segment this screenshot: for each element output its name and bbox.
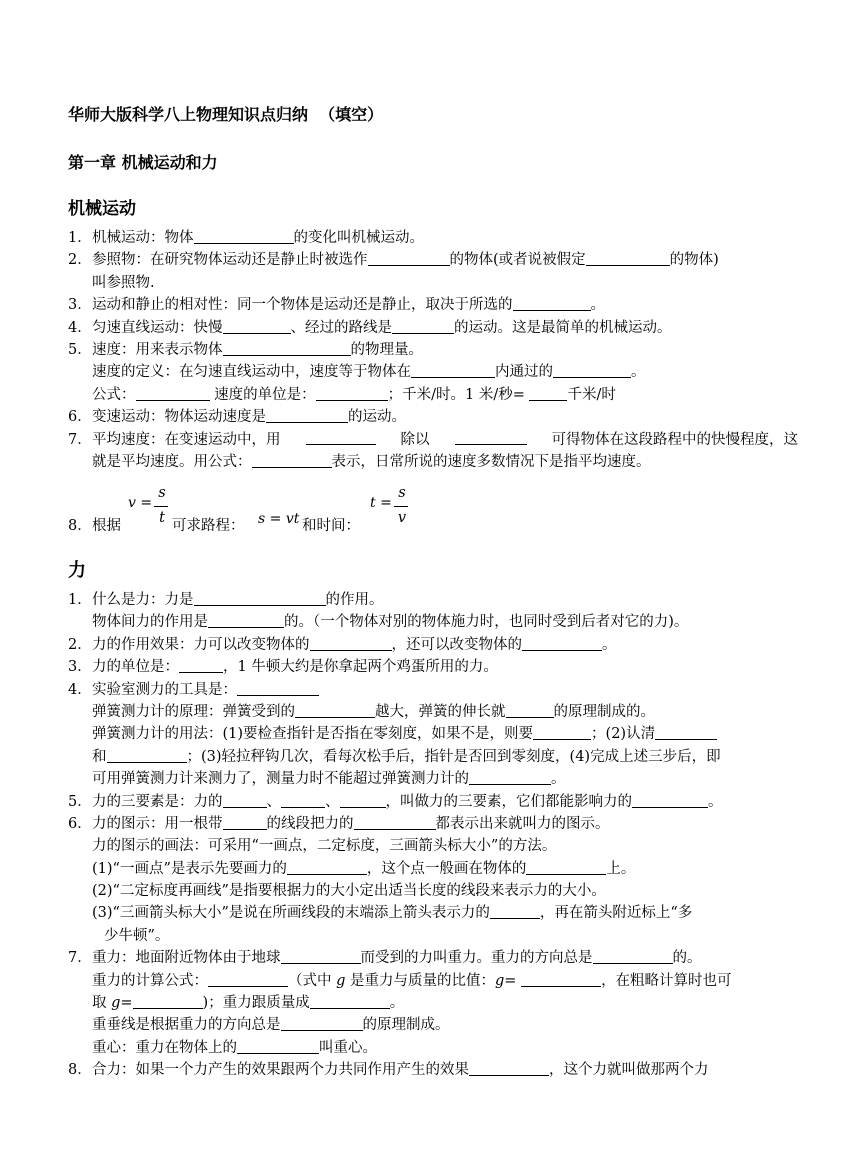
- blank[interactable]: [316, 385, 388, 401]
- list-item: (1)“一画点”是表示先要画力的 ，这个点一般画在物体的 上。: [92, 860, 636, 877]
- list-item: 和 ；(3)轻拉秤钩几次，看每次松手后，指针是否回到零刻度，(4)完成上述三步后，即: [92, 748, 721, 765]
- blank[interactable]: [632, 792, 708, 808]
- formula-denominator: v: [397, 510, 407, 526]
- blank[interactable]: [310, 993, 390, 1009]
- blank[interactable]: [553, 362, 631, 378]
- list-item: 重垂线是根据重力的方向总是 的原理制成。: [92, 1017, 450, 1034]
- list-item: 力的图示的画法：可采用“一画点，二定标度，三画箭头标大小”的方法。: [92, 838, 557, 855]
- list-item: 4． 实验室测力的工具是：: [68, 679, 798, 701]
- formula-numerator: s: [158, 485, 166, 501]
- section-heading-mechanical-motion: 机械运动: [68, 199, 136, 219]
- blank[interactable]: [208, 612, 284, 628]
- list-item: 重力的计算公式： （式中 g 是重力与质量的比值：g= ，在粗略计算时也可: [92, 972, 732, 989]
- blank[interactable]: [281, 1015, 363, 1031]
- list-item: 少牛顿”。: [104, 927, 170, 944]
- blank[interactable]: [208, 971, 288, 987]
- section-heading-force: 力: [68, 560, 86, 581]
- blank[interactable]: [586, 250, 670, 266]
- blank[interactable]: [521, 971, 601, 987]
- fraction-bar: [154, 506, 168, 507]
- blank[interactable]: [179, 657, 223, 673]
- list-item: 2． 力的作用效果：力可以改变物体的 ，还可以改变物体的 。: [68, 636, 617, 653]
- list-item: (3)“三画箭头标大小”是说在所画线段的末端添上箭头表示力的 ，再在箭头附近标上“多: [92, 905, 693, 922]
- blank[interactable]: [237, 680, 319, 696]
- list-item: 弹簧测力计的用法：(1)要检查指针是否指在零刻度，如果不是，则要 ；(2)认清: [68, 723, 798, 745]
- force-list: [68, 589, 798, 1082]
- mechanical-motion-list: [68, 227, 798, 473]
- list-item: 重心：重力在物体上的 叫重心。: [92, 1039, 377, 1056]
- blank[interactable]: [455, 429, 527, 445]
- list-item: 2． 参照物：在研究物体运动还是静止时被选作 的物体(或者说被假定 的物体): [68, 252, 719, 269]
- blank[interactable]: [526, 859, 606, 875]
- blank[interactable]: [136, 385, 210, 401]
- blank[interactable]: [522, 635, 602, 651]
- blank[interactable]: [252, 452, 332, 468]
- list-item: 叫参照物.: [92, 274, 155, 291]
- formula-svt: s = vt: [258, 511, 300, 527]
- blank[interactable]: [529, 385, 567, 401]
- fraction-bar: [394, 506, 408, 507]
- blank[interactable]: [223, 318, 291, 334]
- blank[interactable]: [223, 814, 267, 830]
- formula-t: t =: [370, 495, 392, 511]
- list-item: 6． 力的图示：用一根带 的线段把力的 都表示出来就叫力的图示。: [68, 815, 610, 832]
- blank[interactable]: [469, 1060, 549, 1076]
- list-item: 可用弹簧测力计来测力了，测量力时不能超过弹簧测力计的 。: [92, 771, 566, 788]
- list-item: 公式： 速度的单位是： ；千米/时。1 米/秒= 千米/时: [92, 386, 616, 403]
- blank[interactable]: [506, 702, 554, 718]
- blank[interactable]: [469, 769, 551, 785]
- list-item: 3． 力的单位是： ，1 牛顿大约是你拿起两个鸡蛋所用的力。: [68, 659, 498, 676]
- list-item: 速度的定义：在匀速直线运动中，速度等于物体在 内通过的 。: [92, 364, 646, 381]
- blank[interactable]: [194, 590, 326, 606]
- blank[interactable]: [133, 993, 203, 1009]
- list-item: 取 g= )；重力跟质量成 。: [92, 995, 405, 1012]
- document-title: 华师大版科学八上物理知识点归纳 （填空）: [68, 105, 384, 124]
- blank[interactable]: [340, 792, 386, 808]
- list-item: 8． 合力：如果一个力产生的效果跟两个力共同作用产生的效果 ，这个力就叫做那两个力: [68, 1062, 709, 1079]
- blank[interactable]: [281, 948, 361, 964]
- list-item: 6． 变速运动：物体运动速度是 的运动。: [68, 409, 406, 426]
- blank[interactable]: [223, 792, 267, 808]
- list-item: 4． 匀速直线运动：快慢 、经过的路线是 的运动。这是最简单的机械运动。: [68, 319, 672, 336]
- blank[interactable]: [306, 429, 376, 445]
- blank[interactable]: [411, 362, 495, 378]
- list-item: 弹簧测力计的原理：弹簧受到的 越大，弹簧的伸长就 的原理制成的。: [92, 703, 655, 720]
- list-item: 7． 重力：地面附近物体由于地球 而受到的力叫重力。重力的方向总是 的。: [68, 950, 702, 967]
- formula-numerator: s: [398, 485, 406, 501]
- list-item: 3． 运动和静止的相对性：同一个物体是运动还是静止，取决于所选的 。: [68, 297, 605, 314]
- list-item: 5． 力的三要素是：力的 、 、 ，叫做力的三要素，它们都能影响力的 。: [68, 793, 723, 810]
- list-item: 1． 什么是力：力是 的作用。: [68, 592, 384, 608]
- blank[interactable]: [237, 1038, 319, 1054]
- list-item: 1． 机械运动：物体 的变化叫机械运动。: [68, 230, 424, 246]
- blank[interactable]: [354, 814, 436, 830]
- list-item: 7． 平均速度：在变速运动中，用 除以 可得物体在这段路程中的快慢程度，这: [68, 429, 798, 451]
- blank[interactable]: [295, 702, 375, 718]
- blank[interactable]: [194, 228, 294, 244]
- blank[interactable]: [533, 724, 591, 740]
- list-item: (2)“二定标度再画线”是指要根据力的大小定出适当长度的线段来表示力的大小。: [92, 883, 606, 900]
- formula-denominator: t: [159, 510, 165, 526]
- blank[interactable]: [513, 295, 591, 311]
- blank[interactable]: [490, 903, 540, 919]
- blank[interactable]: [287, 859, 367, 875]
- list-item: 5． 速度：用来表示物体 的物理量。: [68, 341, 423, 358]
- blank[interactable]: [223, 340, 351, 356]
- formula-v: v =: [128, 495, 153, 511]
- blank[interactable]: [281, 792, 325, 808]
- chapter-heading: 第一章 机械运动和力: [68, 153, 218, 172]
- blank[interactable]: [593, 948, 673, 964]
- list-item: 物体间力的作用是 的。（一个物体对别的物体施力时，也同时受到后者对它的力)。: [92, 614, 689, 631]
- blank[interactable]: [266, 407, 348, 423]
- blank[interactable]: [655, 724, 717, 740]
- list-item: 就是平均速度。用公式： 表示，日常所说的速度多数情况下是指平均速度。: [92, 453, 651, 470]
- blank[interactable]: [107, 747, 187, 763]
- document-page: 华师大版科学八上物理知识点归纳 （填空） 第一章 机械运动和力 机械运动 1． 机械运动：物体 的变化叫机械运动。 2． 参照物：在研究物体运动还是静止时被选作 的物体(或者说被假定 的物体) 叫参照物. 3． 运动和静止的相对性：同一个物体是运动还是静止，取决于所选的 。 4． 匀速直线运动：快慢 、经过的路线是 的运动。这是最简单的机械运动。 5． 速度：用来表示物体 的物理量。 速度的定义：在匀速直线运动中，速度等于物体在 内通过的 。 公式： 速度的单位是： ；千米/时。1 米/秒= 千米/时 6． 变速运动：物体运动速度是 的运动。 7． 平均速度：在变速运动中，用 除以 可得物体在这段路程中的快慢程度，这 就是平均速度。用公式： 表示，日常所说的速度多数情况下是指平均速度。 8． 根据 v = s t 可求路程： s = vt 和时间： t = s v 力 1． 什么是力：力是 的作用。 物体间力的作用是 的。（一个物体对别的物体施力时，也同时受到后者对它的力)。 2． 力的作用效果：力可以改变物体的 ，还可以改变物体的 。 3． 力的单位是： ，1 牛顿大约是你拿起两个鸡蛋所用的力。 4． 实验室测力的工具是： 弹簧测力计的原理：弹簧受到的 越大，弹簧的伸长就 的原理制成的。 弹簧测力计的用法：(1)要检查指针是否指在零刻度，如果不是，则要 ；(2)认清 和 ；(3)轻拉秤钩几次，看每次松手后，指针是否回到零刻度，(4)完成上述三步后，即 可用弹簧测力计来测力了，测量力时不能超过弹簧测力计的 。 5． 力的三要素是：力的 、 、 ，叫做力的三要素，它们都能影响力的 。 6． 力的图示：用一根带 的线段把力的 都表示出来就叫力的图示。 力的图示的画法：可采用“一画点，二定标度，三画箭头标大小”的方法。 (1)“一画点”是表示先要画力的 ，这个点一般画在物体的 上。 (2)“二定标度再画线”是指要根据力的大小定出适当长度的线段来表示力的大小。 (3)“三画箭头标大小”是说在所画线段的末端添上箭头表示力的 ，再在箭头附近标上“多 少牛顿”。 7． 重力：地面附近物体由于地球 而受到的力叫重力。重力的方向总是 的。 重力的计算公式： （式中 g 是重力与质量的比值：g= ，在粗略计算时也可 取 g= )；重力跟质量成 。 重垂线是根据重力的方向总是 的原理制成。 重心：重力在物体上的 叫重心。 8． 合力：如果一个力产生的效果跟两个力共同作用产生的效果 ，这个力就叫做那两个力: [0, 0, 860, 1165]
- blank[interactable]: [392, 318, 454, 334]
- blank[interactable]: [310, 635, 392, 651]
- blank[interactable]: [368, 250, 450, 266]
